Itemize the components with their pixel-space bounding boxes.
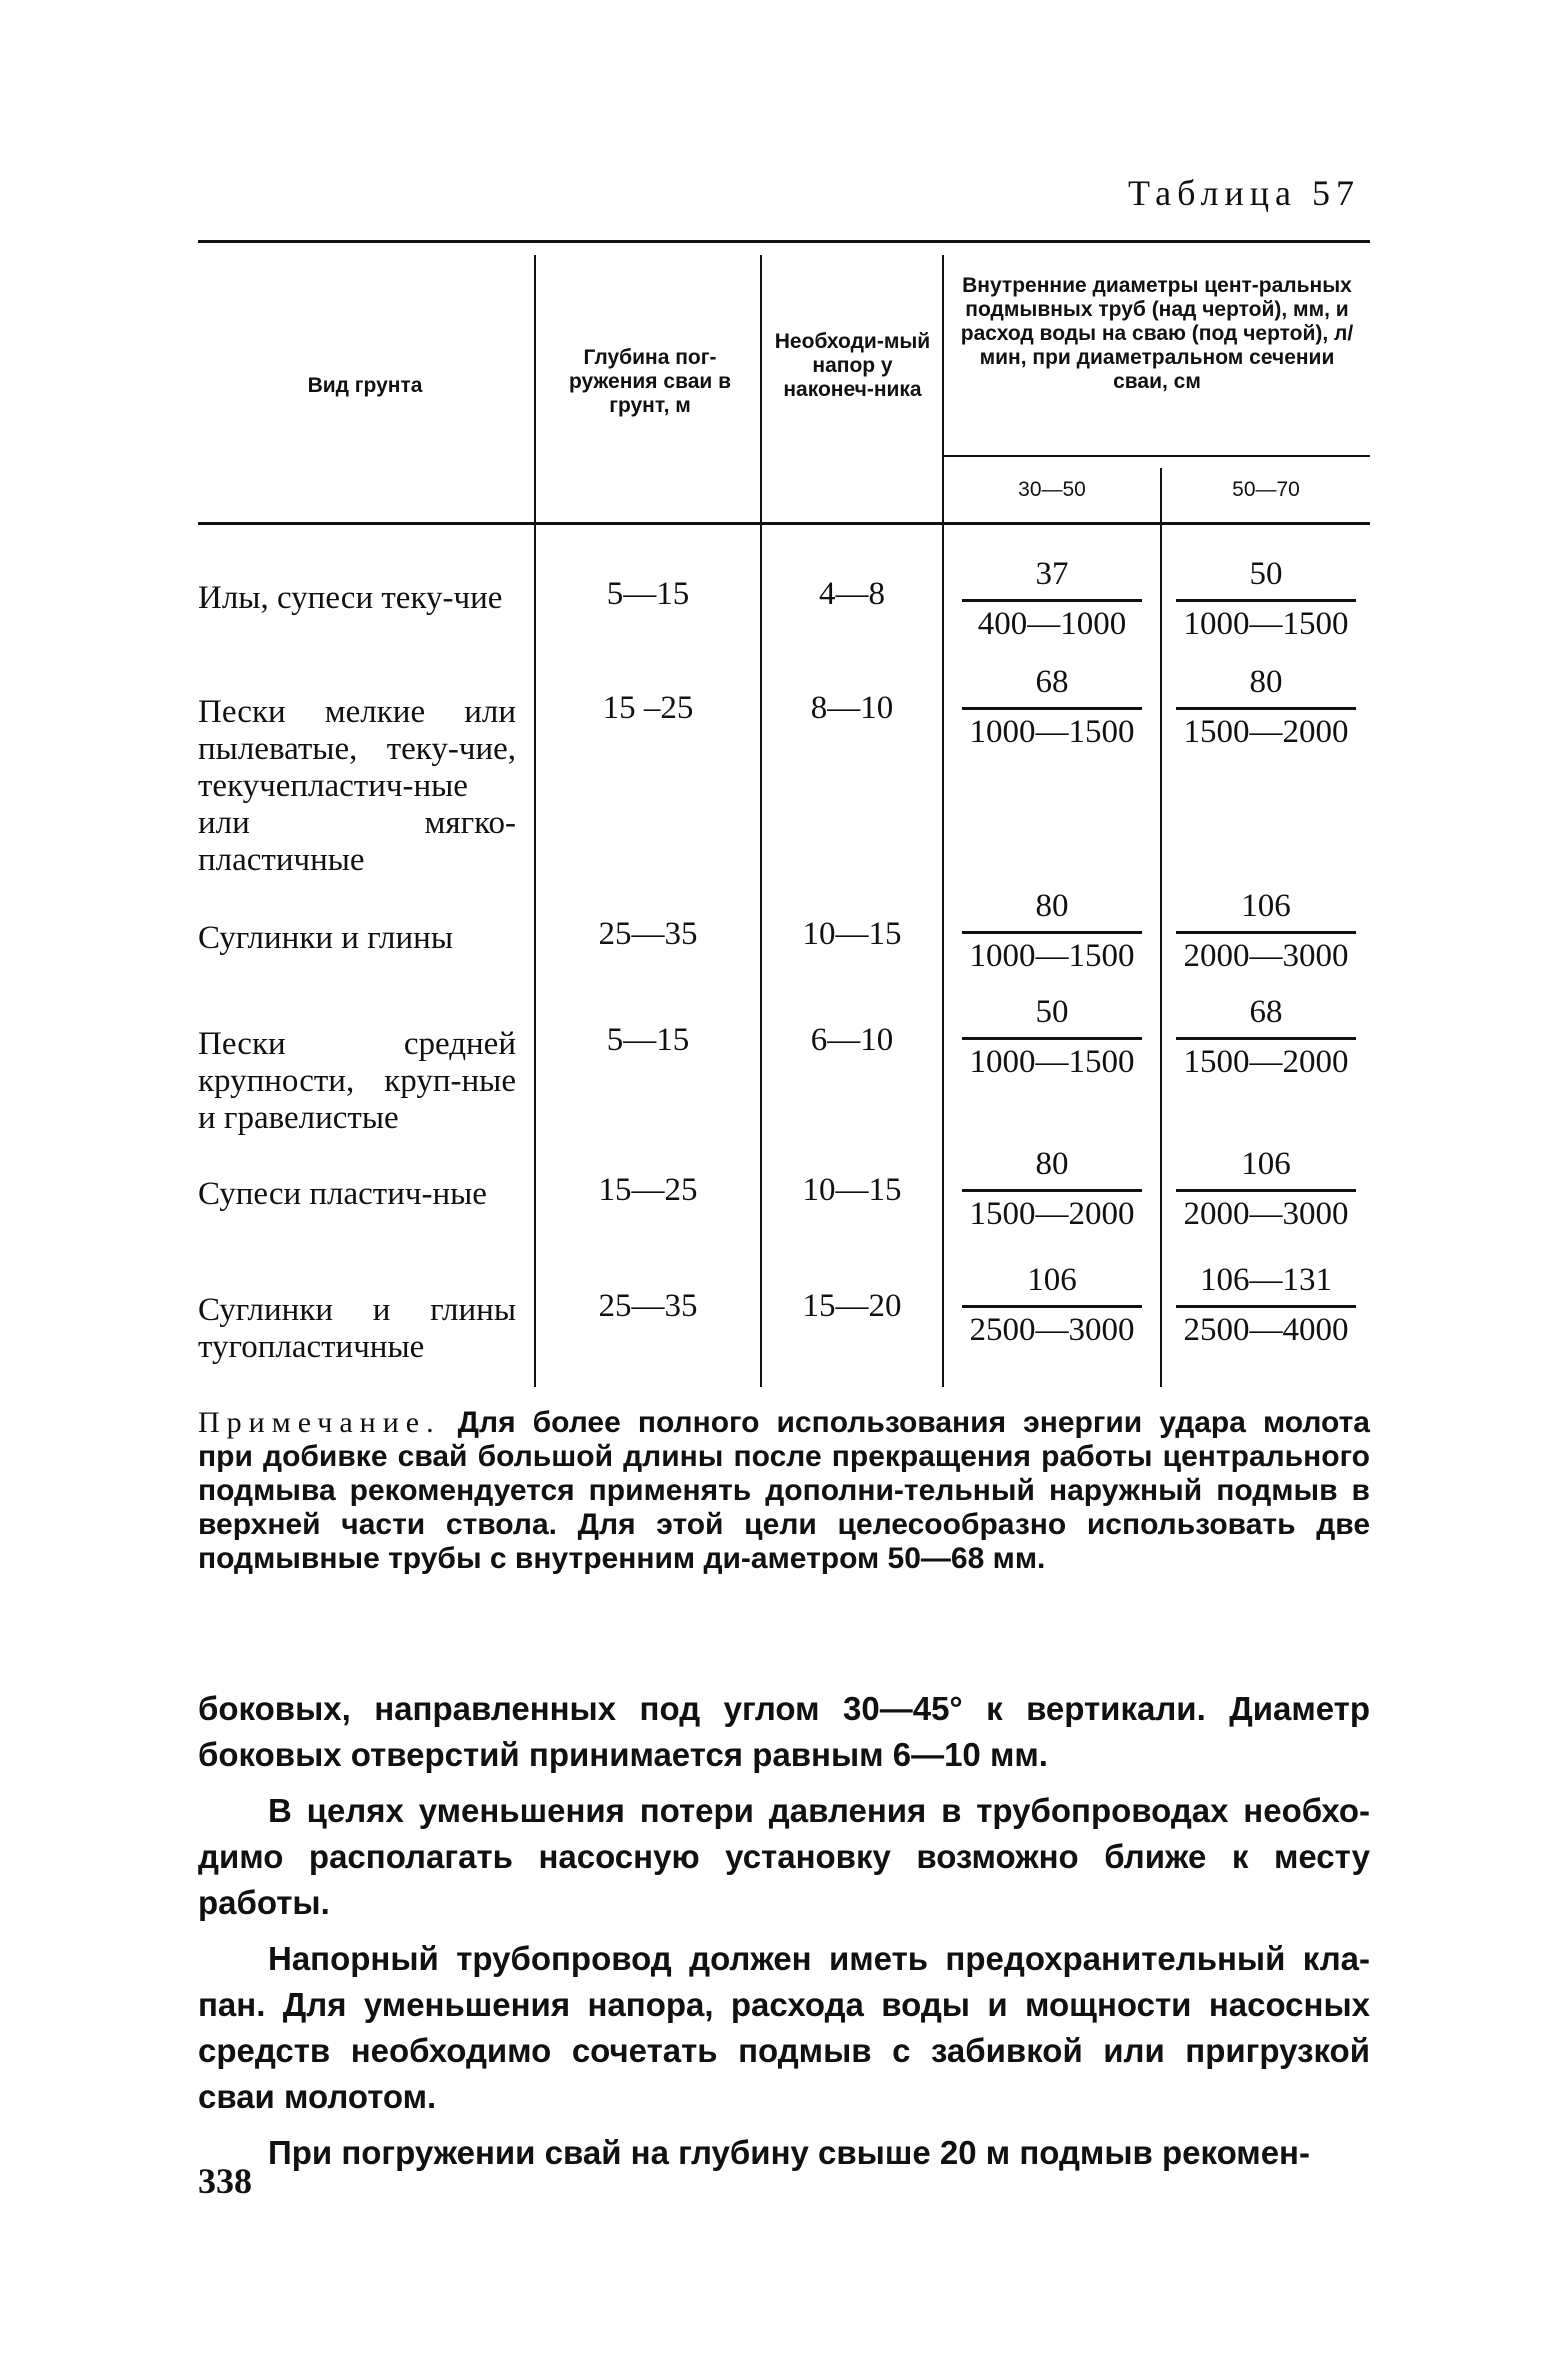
row-1-depth: 5—15: [606, 576, 690, 612]
row-6-depth: 25—35: [598, 1288, 698, 1324]
row-6-soil: Суглинки и глины тугопластичные: [198, 1292, 516, 1365]
row-5-section-a: [944, 1146, 1160, 1233]
row-4-b-diameter: 68: [1249, 994, 1283, 1030]
row-6-section-b: [1162, 1262, 1370, 1349]
row-3-b-flow: 2000—3000: [1183, 938, 1349, 974]
header-section-50-70: 50—70: [1232, 478, 1300, 501]
row-5-depth: 15—25: [598, 1172, 698, 1208]
body-text: [198, 1686, 1370, 2186]
row-1-b-flow: 1000—1500: [1183, 606, 1349, 642]
note-lead: Примечание.: [198, 1406, 441, 1439]
row-5-a-diameter: 80: [1035, 1146, 1069, 1182]
row-3-b-diameter: 106: [1241, 888, 1291, 924]
header-split-rule: [944, 455, 1370, 457]
row-3-soil: Суглинки и глины: [198, 920, 454, 956]
row-3-a-diameter: 80: [1035, 888, 1069, 924]
row-4-a-flow: 1000—1500: [969, 1044, 1135, 1080]
header-pressure: Необходи-мый напор у наконеч-ника: [774, 330, 931, 401]
row-5-soil: Супеси пластич-ные: [198, 1176, 487, 1212]
row-5-section-b: [1162, 1146, 1370, 1233]
row-4-soil: Пески средней крупности, круп-ные и гравелистые: [198, 1026, 516, 1136]
note-text: Для более полного использования энергии удара молота при добивке свай большой длины после прекращения работы центрального подмыва рекомендуется применять дополни-тельный наружный подмыв в верхней части ствола. Для этой цели целесообразно использовать две подмывные трубы с внутренним ди-аметром 50—68 мм.: [198, 1406, 1370, 1575]
row-2-pressure: 8—10: [810, 690, 894, 726]
row-1-soil: Илы, супеси теку-чие: [198, 580, 503, 616]
row-2-b-flow: 1500—2000: [1183, 714, 1349, 750]
paragraph-1: боковых, направленных под углом 30—45° к вертикали. Диаметр боковых отверстий принимается равным 6—10 мм.: [198, 1690, 1370, 1773]
header-pipes: Внутренние диаметры цент-ральных подмывных труб (над чертой), мм, и расход воды на сваю (под чертой), л/мин, при диаметральном сечении сваи, см: [960, 274, 1354, 393]
row-6-a-diameter: 106: [1027, 1262, 1077, 1298]
row-1-pressure: 4—8: [819, 576, 885, 612]
row-3-pressure: 10—15: [802, 916, 902, 952]
row-5-a-flow: 1500—2000: [969, 1196, 1135, 1232]
row-1-section-a: [944, 556, 1160, 643]
row-4-b-flow: 1500—2000: [1183, 1044, 1349, 1080]
row-6-b-flow: 2500—4000: [1183, 1312, 1349, 1348]
page-number: 338: [198, 2161, 252, 2201]
row-6-b-diameter: 106—131: [1200, 1262, 1332, 1298]
row-3-section-b: [1162, 888, 1370, 975]
row-1-a-diameter: 37: [1035, 556, 1069, 592]
row-5-b-diameter: 106: [1241, 1146, 1291, 1182]
row-3-depth: 25—35: [598, 916, 698, 952]
row-2-section-b: [1162, 664, 1370, 751]
row-1-b-diameter: 50: [1249, 556, 1283, 592]
header-depth: Глубина пог-ружения сваи в грунт, м: [568, 346, 732, 417]
header-section-30-50: 30—50: [1018, 478, 1086, 501]
row-4-depth: 5—15: [606, 1022, 690, 1058]
row-2-section-a: [944, 664, 1160, 751]
row-1-a-flow: 400—1000: [977, 606, 1127, 642]
row-2-soil: Пески мелкие или пылеватые, теку-чие, текучепластич-ные или мягко-пластичные: [198, 694, 516, 878]
header-soil-type: Вид грунта: [307, 374, 423, 397]
paragraph-2: В целях уменьшения потери давления в трубопроводах необхо-димо располагать насосную установку возможно ближе к месту работы.: [198, 1792, 1370, 1921]
paragraph-3: Напорный трубопровод должен иметь предохранительный кла-пан. Для уменьшения напора, расхода воды и мощности насосных средств необходимо сочетать подмыв с забивкой или пригрузкой сваи молотом.: [198, 1940, 1370, 2115]
row-3-section-a: [944, 888, 1160, 975]
paragraph-4: При погружении свай на глубину свыше 20 м подмыв рекомен-: [268, 2134, 1310, 2171]
row-6-section-a: [944, 1262, 1160, 1349]
row-4-a-diameter: 50: [1035, 994, 1069, 1030]
row-5-pressure: 10—15: [802, 1172, 902, 1208]
row-6-pressure: 15—20: [802, 1288, 902, 1324]
row-2-depth: 15 –25: [602, 690, 694, 726]
row-2-b-diameter: 80: [1249, 664, 1283, 700]
table-note: [198, 1406, 1370, 1576]
row-2-a-diameter: 68: [1035, 664, 1069, 700]
row-6-a-flow: 2500—3000: [969, 1312, 1135, 1348]
row-1-section-b: [1162, 556, 1370, 643]
table-top-rule: [198, 240, 1370, 243]
row-4-section-b: [1162, 994, 1370, 1081]
row-3-a-flow: 1000—1500: [969, 938, 1135, 974]
table-caption: Таблица 57: [1128, 173, 1360, 213]
column-divider-1: [534, 255, 536, 1387]
row-4-section-a: [944, 994, 1160, 1081]
column-divider-2: [760, 255, 762, 1387]
header-bottom-rule: [198, 522, 1370, 525]
row-2-a-flow: 1000—1500: [969, 714, 1135, 750]
row-4-pressure: 6—10: [810, 1022, 894, 1058]
row-5-b-flow: 2000—3000: [1183, 1196, 1349, 1232]
